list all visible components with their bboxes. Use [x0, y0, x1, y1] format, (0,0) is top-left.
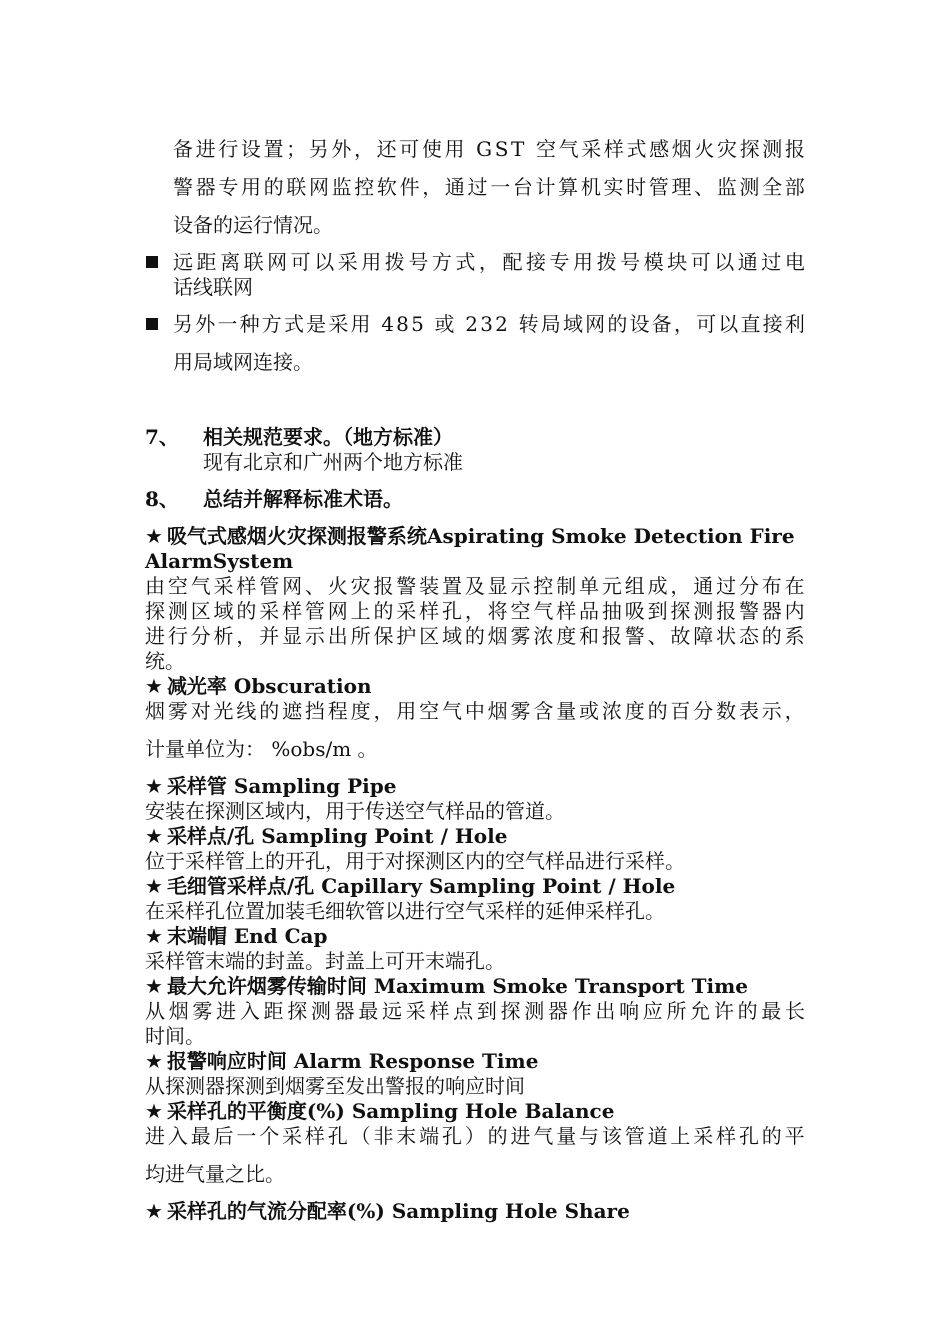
term-title: 采样孔的平衡度(%) Sampling Hole Balance [166, 1099, 615, 1123]
star-icon: ★ [145, 1049, 163, 1073]
term-desc-line: 由 空 气 采 样 管 网 、 火 灾 报 警 装 置 及 显 示 控 制 单 元 组 成 ， 通 过 分 布 在 [145, 574, 805, 598]
bullet-2-line-2: 用局域网连接。 [173, 350, 313, 374]
term-aspirating-system [145, 523, 795, 549]
bullet-1-line-1: 远 距 离 联 网 可 以 采 用 拨 号 方 式 ， 配 接 专 用 拨 号 模 块 可 以 通 过 电 [173, 250, 805, 274]
term-hole-share [145, 1198, 630, 1224]
term-obscuration [145, 673, 372, 699]
star-icon: ★ [145, 924, 163, 948]
star-icon: ★ [145, 974, 163, 998]
term-desc-line: 烟 雾 对 光 线 的 遮 挡 程 度 ， 用 空 气 中 烟 雾 含 量 或 浓 度 的 百 分 数 表 示 ， [145, 699, 805, 723]
term-title: 报警响应时间 Alarm Response Time [166, 1049, 539, 1073]
term-alarm-response-time [145, 1048, 538, 1074]
term-desc-line: 均进气量之比。 [145, 1162, 285, 1186]
term-capillary-point [145, 873, 675, 899]
star-icon: ★ [145, 674, 163, 698]
intro-line-1: 备 进 行 设 置 ； 另 外 ， 还 可 使 用 G S T 空 气 采 样 式 感 烟 火 灾 探 测 报 [173, 137, 805, 161]
term-title: 减光率 Obscuration [166, 674, 372, 698]
term-end-cap [145, 923, 328, 949]
term-max-transport-time [145, 973, 748, 999]
section-7-text: 现有北京和广州两个地方标准 [203, 450, 463, 474]
term-desc-line: 探 测 区 域 的 采 样 管 网 上 的 采 样 孔 ， 将 空 气 样 品 抽 吸 到 探 测 报 警 器 内 [145, 599, 805, 623]
intro-line-3: 设备的运行情况。 [173, 213, 333, 237]
star-icon: ★ [145, 874, 163, 898]
intro-line-2: 警 器 专 用 的 联 网 监 控 软 件 ， 通 过 一 台 计 算 机 实 时 管 理 、 监 测 全 部 [173, 175, 805, 199]
term-sampling-point [145, 823, 507, 849]
bullet-1-line-2: 话线联网 [173, 275, 253, 299]
term-title: 毛细管采样点/孔 Capillary Sampling Point / Hole [166, 874, 676, 898]
term-title: 采样点/孔 Sampling Point / Hole [166, 824, 508, 848]
bullet-square-icon [146, 256, 158, 268]
term-aspirating-system-cont: AlarmSystem [145, 549, 294, 573]
section-7-number: 7、 [145, 425, 179, 449]
term-desc-line: 在采样孔位置加装毛细软管以进行空气采样的延伸采样孔。 [145, 899, 665, 923]
section-8-number: 8、 [145, 487, 179, 511]
section-7-title: 相关规范要求。（地方标准） [203, 425, 453, 449]
term-hole-balance [145, 1098, 614, 1124]
term-title: 最大允许烟雾传输时间 Maximum Smoke Transport Time [166, 974, 748, 998]
term-title: 吸气式感烟火灾探测报警系统Aspirating Smoke Detection Fire [166, 524, 795, 548]
term-sampling-pipe [145, 773, 396, 799]
term-desc-line: 进 入 最 后 一 个 采 样 孔 （ 非 末 端 孔 ） 的 进 气 量 与 该 管 道 上 采 样 孔 的 平 [145, 1124, 805, 1148]
term-title: 采样管 Sampling Pipe [166, 774, 397, 798]
term-desc-line: 采样管末端的封盖。封盖上可开末端孔。 [145, 949, 505, 973]
star-icon: ★ [145, 1099, 163, 1123]
star-icon: ★ [145, 824, 163, 848]
term-desc-line: 时间。 [145, 1024, 205, 1048]
term-desc-line: 位于采样管上的开孔，用于对探测区内的空气样品进行采样。 [145, 849, 685, 873]
term-title: 采样孔的气流分配率(%) Sampling Hole Share [166, 1199, 630, 1223]
star-icon: ★ [145, 524, 163, 548]
term-desc-line: 从探测器探测到烟雾至发出警报的响应时间 [145, 1074, 525, 1098]
term-desc-line: 从 烟 雾 进 入 距 探 测 器 最 远 采 样 点 到 探 测 器 作 出 响 应 所 允 许 的 最 长 [145, 999, 805, 1023]
bullet-2-line-1: 另 外 一 种 方 式 是 采 用 4 8 5 或 2 3 2 转 局 域 网 的 设 备 ， 可 以 直 接 利 [173, 312, 805, 336]
term-desc-line: 计量单位为： %obs/m 。 [145, 737, 378, 761]
star-icon: ★ [145, 1199, 163, 1223]
section-8-title: 总结并解释标准术语。 [203, 487, 403, 511]
term-desc-line: 安装在探测区域内，用于传送空气样品的管道。 [145, 799, 565, 823]
star-icon: ★ [145, 774, 163, 798]
term-desc-line: 统。 [145, 649, 185, 673]
term-title: 末端帽 End Cap [166, 924, 328, 948]
term-desc-line: 进 行 分 析 ， 并 显 示 出 所 保 护 区 域 的 烟 雾 浓 度 和 报 警 、 故 障 状 态 的 系 [145, 624, 805, 648]
bullet-square-icon [146, 318, 158, 330]
